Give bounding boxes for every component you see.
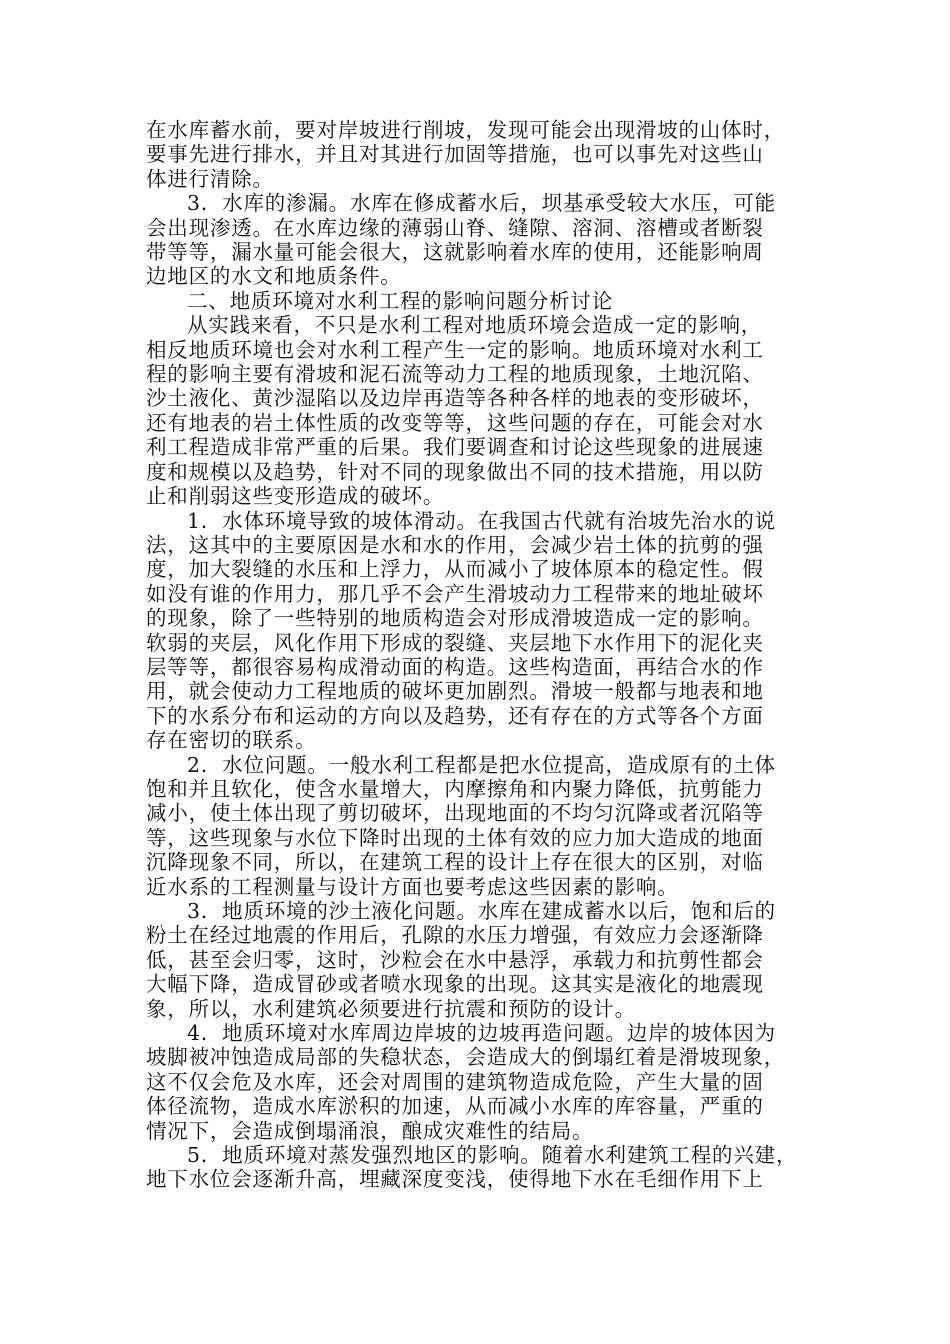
- text-line: 法，这其中的主要原因是水和水的作用，会减少岩土体的抗剪的强: [146, 532, 764, 557]
- text-line: 边地区的水文和地质条件。: [146, 264, 402, 289]
- text-line: 下的水系分布和运动的方向以及趋势，还有存在的方式等各个方面: [146, 703, 764, 728]
- text-line: 1．水体环境导致的坡体滑动。在我国古代就有治坡先治水的说: [187, 508, 776, 533]
- text-line: 止和削弱这些变形造成的破坏。: [146, 484, 445, 509]
- text-line: 程的影响主要有滑坡和泥石流等动力工程的地质现象，土地沉陷、: [146, 362, 764, 387]
- text-line: 等，这些现象与水位下降时出现的土体有效的应力加大造成的地面: [146, 825, 764, 850]
- text-line: 会出现渗透。在水库边缘的薄弱山脊、缝隙、溶洞、溶槽或者断裂: [146, 215, 764, 240]
- text-line: 带等等，漏水量可能会很大，这就影响着水库的使用，还能影响周: [146, 240, 764, 265]
- text-line: 度和规模以及趋势，针对不同的现象做出不同的技术措施，用以防: [146, 459, 764, 484]
- text-line: 利工程造成非常严重的后果。我们要调查和讨论这些现象的进展速: [146, 435, 764, 460]
- text-line: 近水系的工程测量与设计方面也要考虑这些因素的影响。: [146, 874, 679, 899]
- text-line: 大幅下降，造成冒砂或者喷水现象的出现。这其实是液化的地震现: [146, 972, 764, 997]
- text-line: 减小，使土体出现了剪切破坏，出现地面的不均匀沉降或者沉陷等: [146, 801, 764, 826]
- text-line: 还有地表的岩土体性质的改变等等，这些问题的存在，可能会对水: [146, 410, 764, 435]
- text-line: 沉降现象不同，所以，在建筑工程的设计上存在很大的区别，对临: [146, 850, 764, 875]
- text-line: 二、地质环境对水利工程的影响问题分析讨论: [187, 288, 613, 313]
- text-line: 沙土液化、黄沙湿陷以及边岸再造等各种各样的地表的变形破坏，: [146, 386, 764, 411]
- text-line: 情况下，会造成倒塌涌浪，酿成灾难性的结局。: [146, 1118, 594, 1143]
- text-line: 坡脚被冲蚀造成局部的失稳状态，会造成大的倒塌红着是滑坡现象，: [146, 1045, 785, 1070]
- text-line: 象，所以，水利建筑必须要进行抗震和预防的设计。: [146, 996, 636, 1021]
- text-line: 如没有谁的作用力，那几乎不会产生滑坡动力工程带来的地址破坏: [146, 581, 764, 606]
- text-line: 这不仅会危及水库，还会对周围的建筑物造成危险，产生大量的固: [146, 1069, 764, 1094]
- text-line: 低，甚至会归零，这时，沙粒会在水中悬浮，承载力和抗剪性都会: [146, 947, 764, 972]
- document-body: [146, 118, 806, 1192]
- text-line: 3．水库的渗漏。水库在修成蓄水后，坝基承受较大水压，可能: [187, 191, 776, 216]
- text-line: 5．地质环境对蒸发强烈地区的影响。随着水利建筑工程的兴建，: [187, 1143, 798, 1168]
- text-line: 3．地质环境的沙土液化问题。水库在建成蓄水以后，饱和后的: [187, 899, 776, 923]
- text-line: 饱和并且软化，使含水量增大，内摩擦角和内聚力降低，抗剪能力: [146, 776, 764, 801]
- text-line: 层等等，都很容易构成滑动面的构造。这些构造面，再结合水的作: [146, 654, 764, 679]
- text-line: 的现象，除了一些特别的地质构造会对形成滑坡造成一定的影响。: [146, 606, 764, 631]
- text-line: 要事先进行排水，并且对其进行加固等措施，也可以事先对这些山: [146, 142, 764, 167]
- text-line: 用，就会使动力工程地质的破坏更加剧烈。滑坡一般都与地表和地: [146, 679, 764, 704]
- text-line: 体径流物，造成水库淤积的加速，从而减小水库的库容量，严重的: [146, 1094, 764, 1119]
- text-line: 4．地质环境对水库周边岸坡的边坡再造问题。边岸的坡体因为: [187, 1021, 776, 1046]
- text-line: 软弱的夹层，风化作用下形成的裂缝、夹层地下水作用下的泥化夹: [146, 630, 764, 655]
- text-line: 地下水位会逐渐升高，埋藏深度变浅，使得地下水在毛细作用下上: [146, 1167, 764, 1192]
- text-line: 粉土在经过地震的作用后，孔隙的水压力增强，有效应力会逐渐降: [146, 923, 764, 948]
- text-line: 存在密切的联系。: [146, 728, 317, 753]
- text-line: 从实践来看，不只是水利工程对地质环境会造成一定的影响，: [187, 313, 763, 338]
- text-line: 相反地质环境也会对水利工程产生一定的影响。地质环境对水利工: [146, 337, 764, 362]
- text-line: 2．水位问题。一般水利工程都是把水位提高，造成原有的土体: [187, 752, 776, 777]
- text-line: 体进行清除。: [146, 166, 274, 191]
- text-line: 度，加大裂缝的水压和上浮力，从而减小了坡体原本的稳定性。假: [146, 557, 764, 582]
- text-line: 在水库蓄水前，要对岸坡进行削坡，发现可能会出现滑坡的山体时，: [146, 118, 785, 142]
